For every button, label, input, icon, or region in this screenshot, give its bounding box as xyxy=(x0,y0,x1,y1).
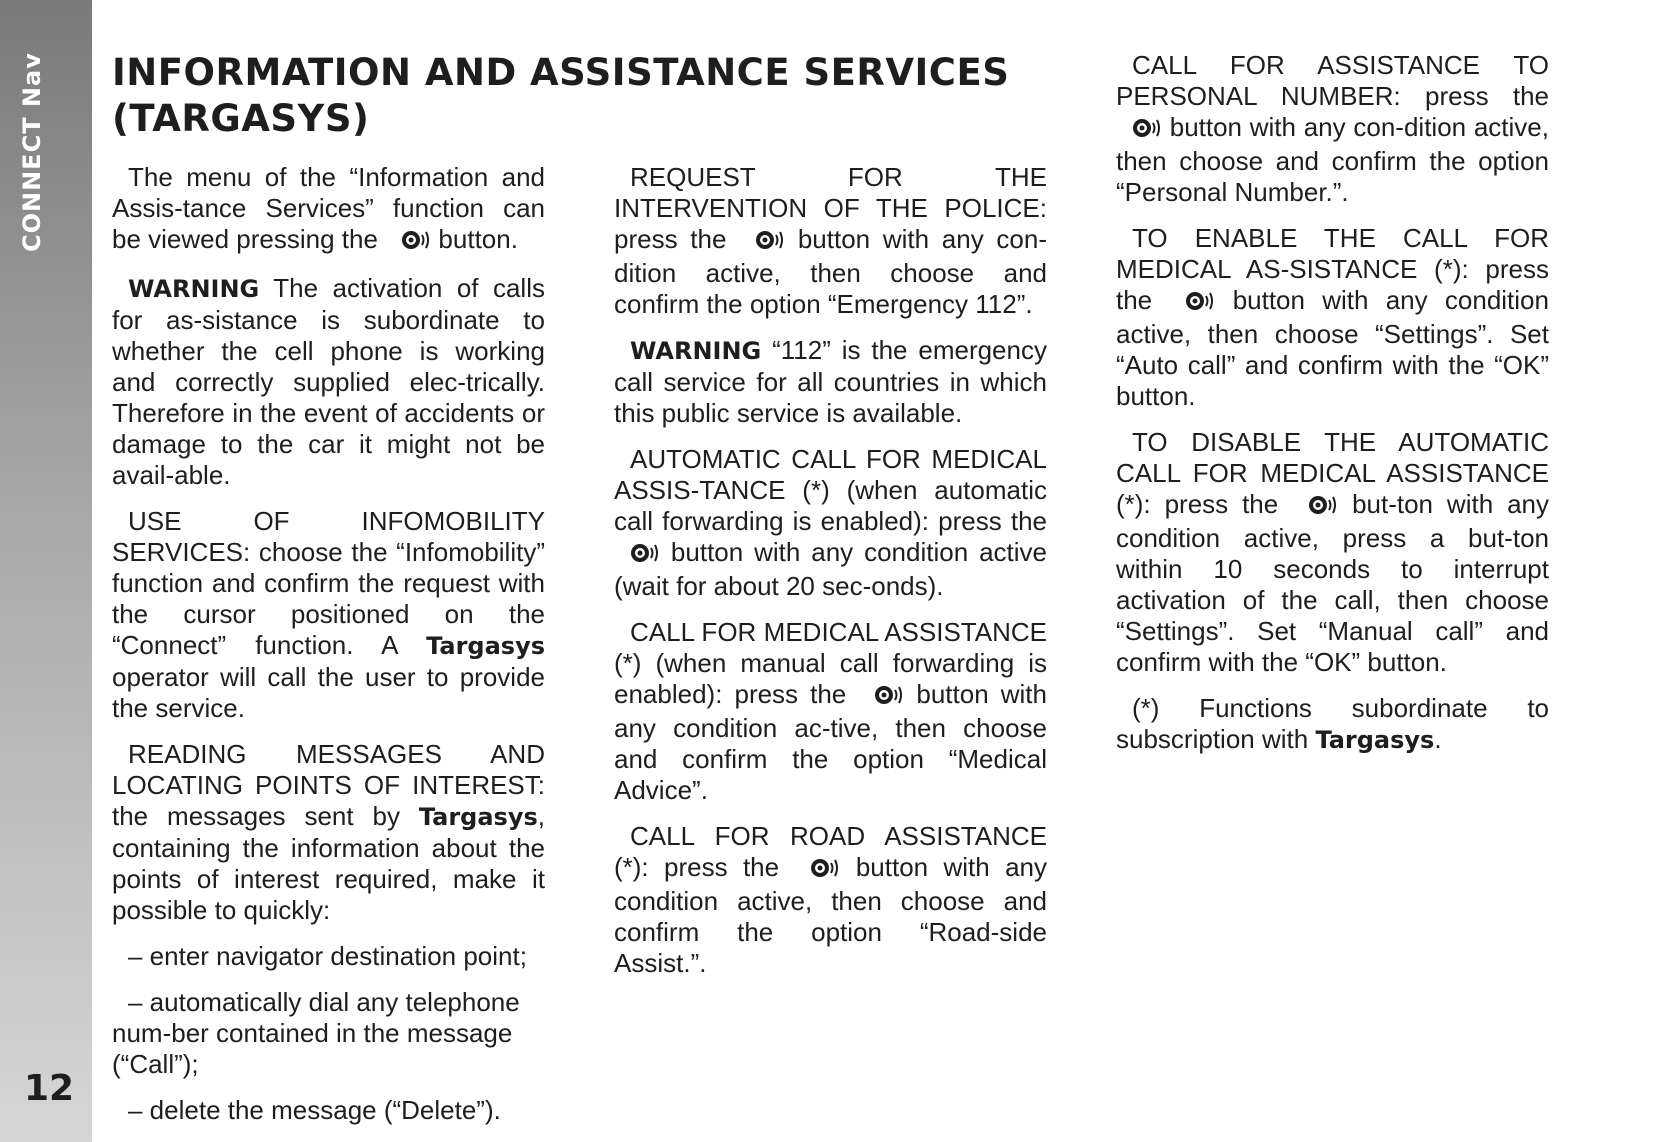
call-button-icon xyxy=(1169,288,1215,319)
paragraph-auto-medical: AUTOMATIC CALL FOR MEDICAL ASSIS-TANCE (*) (when automatic call forwarding is enabled): press the button with any condition active (wait for about 20 sec-onds). xyxy=(614,444,1047,601)
call-button-icon xyxy=(794,855,840,886)
column-3 xyxy=(1116,50,1549,771)
paragraph-medical: CALL FOR MEDICAL ASSISTANCE (*) (when manual call forwarding is enabled): press the button with any condition ac-tive, then choose and confirm the option “Medical Advice”. xyxy=(614,617,1047,805)
column-1 xyxy=(112,162,545,1141)
paragraph-personal-number: CALL FOR ASSISTANCE TO PERSONAL NUMBER: press the button with any con-dition active, then choose and confirm the option “Personal Number.”. xyxy=(1116,50,1549,207)
column-2 xyxy=(614,162,1047,994)
paragraph-disable-medical: TO DISABLE THE AUTOMATIC CALL FOR MEDICAL ASSISTANCE (*): press the but-ton with any condition active, press a but-ton within 10 seconds to interrupt activation of the call, then choose “Settings”. Set “Manual call” and confirm with the “OK” button. xyxy=(1116,427,1549,677)
call-button-icon xyxy=(614,540,660,571)
paragraph-enable-medical: TO ENABLE THE CALL FOR MEDICAL AS-SISTANCE (*): press the button with any condition active, then choose “Settings”. Set “Auto call” and confirm with the “OK” button. xyxy=(1116,223,1549,411)
paragraph-police: REQUEST FOR THE INTERVENTION OF THE POLICE: press the button with any con-dition active, then choose and confirm the option “Emergency 112”. xyxy=(614,162,1047,319)
paragraph-footnote: (*) Functions subordinate to subscription with Targasys. xyxy=(1116,693,1549,754)
list-item: – delete the message (“Delete”). xyxy=(128,1095,501,1125)
paragraph-infomobility: USE OF INFOMOBILITY SERVICES: choose the “Infomobility” function and confirm the request with the cursor positioned on the “Connect” function. A Targasys operator will call the user to provide the service. xyxy=(112,506,545,723)
title-line-1: INFORMATION AND ASSISTANCE SERVICES xyxy=(112,51,1010,94)
page-number: 12 xyxy=(24,1068,75,1109)
call-button-icon xyxy=(385,227,431,258)
list-item: – automatically dial any telephone num-ber contained in the message (“Call”); xyxy=(112,987,520,1079)
paragraph-warning-1: WARNING The activation of calls for as-sistance is subordinate to whether the cell phone is working and correctly supplied elec-trically. Therefore in the event of accidents or damage to the car it might not be avail-able. xyxy=(112,273,545,490)
page-title xyxy=(112,50,1012,142)
call-button-icon xyxy=(858,682,904,713)
paragraph-reading-messages: READING MESSAGES AND LOCATING POINTS OF INTEREST: the messages sent by Targasys, containing the information about the points of interest required, make it possible to quickly: xyxy=(112,739,545,925)
title-line-2: (TARGASYS) xyxy=(112,97,370,140)
call-button-icon xyxy=(1116,115,1162,146)
paragraph-road-assistance: CALL FOR ROAD ASSISTANCE (*): press the button with any condition active, then choose and confirm the option “Road-side Assist.”. xyxy=(614,821,1047,978)
paragraph-warning-2: WARNING “112” is the emergency call service for all countries in which this public service is available. xyxy=(614,335,1047,428)
list-item: – enter navigator destination point; xyxy=(128,941,527,971)
paragraph-menu: The menu of the “Information and Assis-tance Services” function can be viewed pressing the button. xyxy=(112,162,545,258)
section-label: CONNECT Nav xyxy=(18,52,46,252)
sidebar xyxy=(0,0,92,1142)
call-button-icon xyxy=(739,227,785,258)
call-button-icon xyxy=(1292,492,1338,523)
